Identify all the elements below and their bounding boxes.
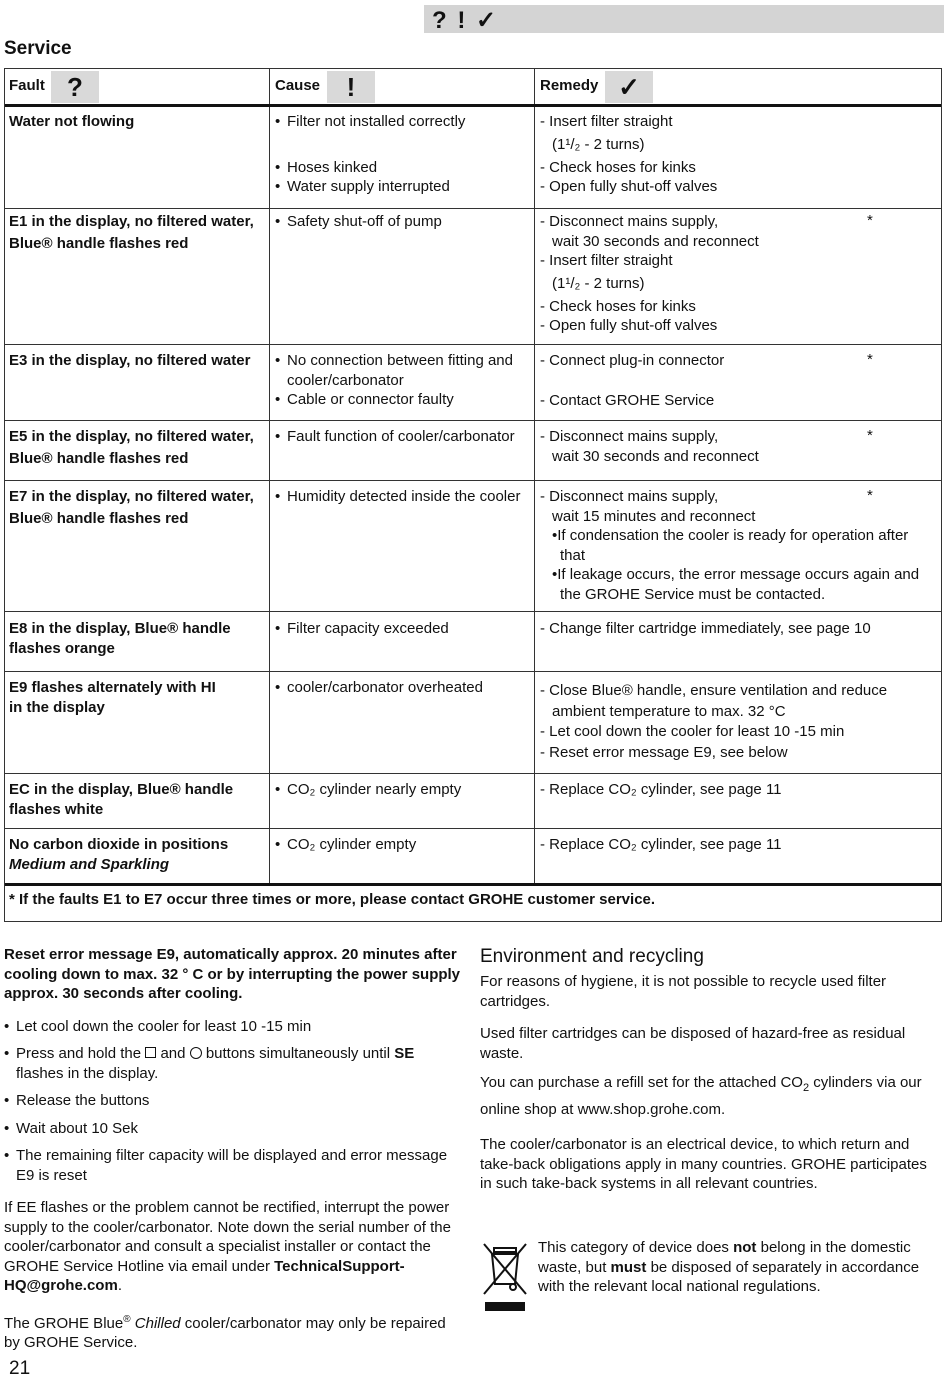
table-row-remedy bbox=[540, 212, 940, 336]
list-item: • cooler/carbonator overheated bbox=[275, 679, 483, 696]
list-item: - Disconnect mains supply, bbox=[540, 488, 719, 505]
list-item: wait 30 seconds and reconnect bbox=[552, 447, 759, 465]
list-item: - Open fully shut-off valves bbox=[540, 317, 718, 334]
list-item: • Filter not installed correctly bbox=[275, 113, 466, 130]
table-row-cause bbox=[275, 212, 530, 232]
square-button-icon bbox=[145, 1047, 156, 1058]
table-row-fault bbox=[9, 678, 267, 717]
list-item: wait 15 minutes and reconnect bbox=[552, 507, 756, 525]
fault-text: E9 flashes alternately with HI bbox=[9, 679, 216, 696]
list-item: - Contact GROHE Service bbox=[540, 391, 715, 409]
reset-section bbox=[4, 945, 464, 1353]
list-item: - Disconnect mains supply, bbox=[540, 213, 719, 230]
list-item: the GROHE Service must be contacted. bbox=[560, 585, 826, 603]
list-item: • Humidity detected inside the cooler bbox=[275, 488, 521, 505]
column-divider bbox=[534, 69, 535, 883]
list-item: ambient temperature to max. 32 °C bbox=[552, 702, 786, 720]
list-item: - Open fully shut-off valves bbox=[540, 178, 718, 195]
circle-button-icon bbox=[190, 1047, 202, 1059]
table-row-fault bbox=[9, 112, 264, 132]
list-item: - Check hoses for kinks bbox=[540, 158, 696, 176]
reset-intro: Reset error message E9, automatically approx. 20 minutes after cooling down to max. 32 ° C or by interrupting the power supply approx. 30 seconds after cooling. bbox=[4, 946, 461, 1002]
row-divider bbox=[5, 611, 941, 612]
row-divider bbox=[5, 828, 941, 829]
weee-notice: This category of device does not belong in the domestic waste, but must be disposed of separately in accordance with the relevant local national regulations. bbox=[538, 1239, 920, 1295]
list-item: - Close Blue® handle, ensure ventilation and reduce bbox=[540, 682, 888, 699]
page-title: Service bbox=[4, 38, 72, 59]
table-row-fault bbox=[9, 619, 267, 658]
row-divider bbox=[5, 773, 941, 774]
list-item: • Hoses kinked bbox=[275, 158, 378, 176]
list-item: • Cable or connector faulty bbox=[275, 391, 454, 408]
fault-text: E8 in the display, Blue® handle bbox=[9, 620, 231, 637]
list-item: - Connect plug-in connector bbox=[540, 352, 725, 369]
list-item: • Filter capacity exceeded bbox=[275, 620, 449, 637]
list-item: • Release the buttons bbox=[4, 1092, 150, 1109]
fault-text: Water not flowing bbox=[9, 113, 135, 130]
footnote-marker: * bbox=[867, 212, 873, 229]
fault-text: flashes white bbox=[9, 800, 104, 818]
list-item: •If leakage occurs, the error message occurs again and bbox=[552, 566, 920, 583]
footnote-marker: * bbox=[867, 351, 873, 368]
header-divider bbox=[5, 104, 941, 107]
list-item: - Replace CO₂ cylinder, see page 11 bbox=[540, 836, 782, 853]
list-item: • CO₂ cylinder nearly empty bbox=[275, 781, 462, 798]
environment-heading: Environment and recycling bbox=[480, 946, 704, 967]
service-table bbox=[4, 68, 942, 922]
table-row-fault bbox=[9, 835, 267, 874]
footnote-marker: * bbox=[867, 427, 873, 444]
list-item: - Insert filter straight bbox=[540, 113, 673, 130]
table-row-cause bbox=[275, 619, 530, 639]
fault-text: Blue® handle flashes red bbox=[9, 234, 189, 252]
list-item: (1¹/₂ - 2 turns) bbox=[552, 274, 645, 292]
table-row-cause bbox=[275, 780, 530, 800]
row-divider bbox=[5, 420, 941, 421]
checkmark-icon: ✓ bbox=[605, 71, 653, 103]
question-icon: ? bbox=[51, 71, 99, 103]
section-icon-bar bbox=[424, 5, 944, 33]
list-item: wait 30 seconds and reconnect bbox=[552, 232, 759, 250]
table-row-fault bbox=[9, 351, 267, 371]
footnote-marker: * bbox=[867, 487, 873, 504]
list-item: that bbox=[560, 546, 586, 564]
list-item: - Disconnect mains supply, bbox=[540, 428, 719, 445]
crossed-out-wheelie-bin-icon bbox=[480, 1240, 530, 1314]
table-row-remedy bbox=[540, 619, 940, 639]
repair-paragraph: The GROHE Blue® Chilled cooler/carbonator may only be repaired by GROHE Service. bbox=[4, 1313, 446, 1351]
table-row-fault bbox=[9, 212, 267, 253]
environment-paragraph: For reasons of hygiene, it is not possible to recycle used filter cartridges. bbox=[480, 973, 887, 1010]
footnote-divider bbox=[5, 883, 941, 886]
list-item: - Change filter cartridge immediately, see page 10 bbox=[540, 620, 871, 637]
list-item: • Water supply interrupted bbox=[275, 178, 450, 195]
list-item: (1¹/₂ - 2 turns) bbox=[552, 135, 645, 153]
fault-text: No carbon dioxide in positions bbox=[9, 836, 229, 853]
fault-text: E7 in the display, no filtered water, bbox=[9, 488, 254, 505]
environment-paragraph: The cooler/carbonator is an electrical device, to which return and take-back obligations apply in many countries. GROHE participates in such take-back systems in all relevant countries. bbox=[480, 1136, 927, 1192]
table-row-remedy bbox=[540, 427, 940, 466]
table-row-cause bbox=[275, 112, 530, 197]
table-row-remedy bbox=[540, 351, 940, 410]
column-divider bbox=[269, 69, 270, 883]
list-item: • Safety shut-off of pump bbox=[275, 213, 442, 230]
fault-text: E1 in the display, no filtered water, bbox=[9, 213, 254, 230]
row-divider bbox=[5, 480, 941, 481]
table-row-fault bbox=[9, 487, 267, 528]
table-row-remedy bbox=[540, 835, 940, 855]
fault-text: EC in the display, Blue® handle bbox=[9, 781, 234, 798]
list-item: • Wait about 10 Sek bbox=[4, 1119, 139, 1137]
row-divider bbox=[5, 344, 941, 345]
table-footnote: * If the faults E1 to E7 occur three times or more, please contact GROHE customer service. bbox=[9, 891, 656, 908]
fault-header: Fault bbox=[9, 77, 45, 94]
table-row-remedy bbox=[540, 780, 940, 800]
row-divider bbox=[5, 671, 941, 672]
table-row-cause bbox=[275, 351, 530, 410]
list-item: • Fault function of cooler/carbonator bbox=[275, 428, 515, 445]
fault-text: Medium and Sparkling bbox=[9, 855, 170, 873]
cause-header: Cause bbox=[275, 77, 321, 94]
fault-text: Blue® handle flashes red bbox=[9, 509, 189, 527]
fault-text: flashes orange bbox=[9, 639, 115, 657]
table-row-cause bbox=[275, 835, 530, 855]
row-divider bbox=[5, 208, 941, 209]
table-row-remedy bbox=[540, 112, 940, 197]
table-row-remedy bbox=[540, 681, 940, 763]
table-row-cause bbox=[275, 487, 533, 507]
list-item: • Press and hold the and buttons simultaneously until SE flashes in the display. bbox=[4, 1045, 415, 1082]
list-item: •If condensation the cooler is ready for operation after bbox=[552, 527, 909, 544]
help-warning-check-icon: ? ! ✓ bbox=[432, 7, 499, 34]
ee-paragraph: If EE flashes or the problem cannot be rectified, interrupt the power supply to the cooler/carbonator. Note down the serial number of the cooler/carbonator and consult a specialist installer or contact the GROHE Service Hotline via email under TechnicalSupport-HQ@grohe.com. bbox=[4, 1199, 451, 1294]
list-item: • Let cool down the cooler for least 10 -15 min bbox=[4, 1017, 312, 1035]
table-row-fault bbox=[9, 427, 267, 468]
remedy-header: Remedy bbox=[540, 77, 599, 94]
table-row-cause bbox=[275, 427, 530, 447]
fault-text: E5 in the display, no filtered water, bbox=[9, 428, 254, 445]
fault-text: in the display bbox=[9, 698, 105, 716]
table-row-cause bbox=[275, 678, 530, 698]
fault-text: Blue® handle flashes red bbox=[9, 449, 189, 467]
list-item: - Insert filter straight bbox=[540, 252, 673, 269]
environment-paragraph: Used filter cartridges can be disposed of hazard-free as residual waste. bbox=[480, 1025, 906, 1062]
environment-paragraph: You can purchase a refill set for the attached $CO_2$ cylinders via our online shop at www.shop.grohe.com. bbox=[480, 1074, 922, 1118]
list-item: - Let cool down the cooler for least 10 -15 min bbox=[540, 723, 845, 740]
list-item: • No connection between fitting and bbox=[275, 352, 513, 369]
environment-section bbox=[480, 945, 942, 1194]
list-item: cooler/carbonator bbox=[287, 371, 404, 389]
list-item: - Reset error message E9, see below bbox=[540, 743, 788, 761]
exclamation-icon: ! bbox=[327, 71, 375, 103]
list-item: • CO₂ cylinder empty bbox=[275, 836, 417, 853]
table-row-remedy bbox=[540, 487, 940, 604]
list-item: - Check hoses for kinks bbox=[540, 297, 696, 315]
list-item: • The remaining filter capacity will be displayed and error message E9 is reset bbox=[4, 1147, 448, 1184]
page-number: 21 bbox=[9, 1358, 31, 1379]
list-item: - Replace CO₂ cylinder, see page 11 bbox=[540, 781, 782, 798]
fault-text: E3 in the display, no filtered water bbox=[9, 352, 251, 369]
table-row-fault bbox=[9, 780, 267, 819]
